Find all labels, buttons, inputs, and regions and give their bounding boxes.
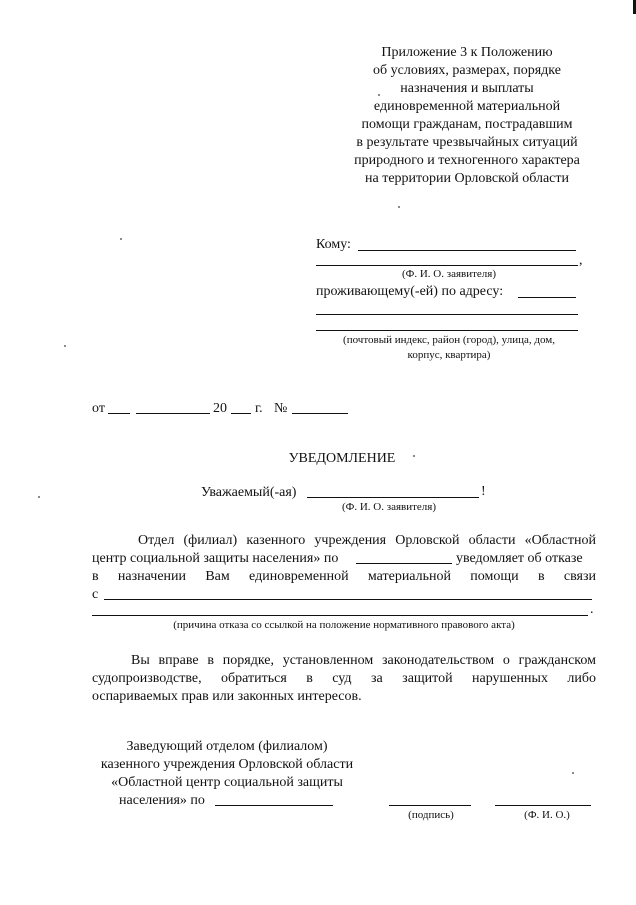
header-line-8: на территории Орловской области bbox=[365, 171, 569, 186]
greeting-fio-blank[interactable] bbox=[307, 497, 479, 498]
scan-speck bbox=[120, 238, 122, 240]
header-line-7: природного и техногенного характера bbox=[354, 153, 580, 168]
body1-line-4-start: с bbox=[92, 587, 99, 602]
date-year-suffix: г. bbox=[255, 401, 263, 416]
greeting-caption: (Ф. И. О. заявителя) bbox=[341, 501, 437, 513]
to-fio-blank-2[interactable] bbox=[316, 265, 578, 266]
body2-line-3: оспариваемых прав или законных интересов. bbox=[92, 689, 362, 704]
number-blank[interactable] bbox=[292, 413, 348, 414]
scan-speck bbox=[572, 772, 574, 774]
scan-speck bbox=[378, 94, 380, 96]
greeting-exclamation: ! bbox=[481, 484, 486, 499]
signature-line-1: Заведующий отделом (филиалом) bbox=[126, 739, 328, 754]
signature-branch-blank[interactable] bbox=[215, 805, 333, 806]
signature-fio-caption: (Ф. И. О.) bbox=[524, 809, 570, 821]
greeting-label: Уважаемый(-ая) bbox=[201, 485, 297, 500]
body1-line-2-start: центр социальной защиты населения» по bbox=[92, 551, 339, 566]
signature-line-2: казенного учреждения Орловской области bbox=[100, 757, 354, 772]
scan-speck bbox=[38, 496, 40, 498]
body2-line-1: Вы вправе в порядке, установленном законодательством о гражданском bbox=[131, 653, 596, 668]
body1-branch-blank[interactable] bbox=[356, 563, 452, 564]
address-caption-1: (почтовый индекс, район (город), улица, дом, bbox=[343, 334, 555, 346]
document-title: УВЕДОМЛЕНИЕ bbox=[288, 451, 396, 466]
address-blank-2[interactable] bbox=[316, 314, 578, 315]
to-label: Кому: bbox=[316, 237, 351, 252]
header-line-2: об условиях, размерах, порядке bbox=[373, 63, 561, 78]
date-from: от bbox=[92, 401, 105, 416]
fio-caption: (Ф. И. О. заявителя) bbox=[401, 268, 497, 280]
scan-speck bbox=[64, 345, 66, 347]
address-blank-3[interactable] bbox=[316, 330, 578, 331]
body1-line-1: Отдел (филиал) казенного учреждения Орловской области «Областной bbox=[138, 533, 596, 548]
date-day-blank[interactable] bbox=[108, 413, 130, 414]
header-line-4: единовременной материальной bbox=[373, 99, 561, 114]
body1-caption: (причина отказа со ссылкой на положение нормативного правового акта) bbox=[173, 619, 515, 631]
to-comma: , bbox=[579, 253, 583, 268]
date-month-blank[interactable] bbox=[136, 413, 210, 414]
header-line-1: Приложение 3 к Положению bbox=[381, 45, 553, 60]
to-fio-blank-1[interactable] bbox=[358, 250, 576, 251]
signature-line-4: населения» по bbox=[119, 793, 205, 808]
body1-end-dot: . bbox=[590, 602, 594, 617]
body1-line-3: в назначении Вам единовременной материальной помощи в связи bbox=[92, 569, 596, 584]
signature-sign-caption: (подпись) bbox=[408, 809, 454, 821]
body1-reason-blank-1[interactable] bbox=[104, 599, 592, 600]
scan-speck bbox=[413, 455, 415, 457]
number-sign: № bbox=[274, 401, 288, 416]
signature-sign-blank[interactable] bbox=[389, 805, 471, 806]
header-line-5: помощи гражданам, пострадавшим bbox=[361, 117, 573, 132]
header-line-3: назначения и выплаты bbox=[400, 81, 534, 96]
date-year-prefix: 20 bbox=[213, 401, 227, 416]
address-label: проживающему(-ей) по адресу: bbox=[316, 284, 504, 299]
header-line-6: в результате чрезвычайных ситуаций bbox=[356, 135, 578, 150]
date-year-blank[interactable] bbox=[231, 413, 251, 414]
address-caption-2: корпус, квартира) bbox=[407, 349, 491, 361]
body2-line-2: судопроизводстве, обратиться в суд за защитой нарушенных либо bbox=[92, 671, 596, 686]
body1-reason-blank-2[interactable] bbox=[92, 615, 588, 616]
signature-line-3: «Областной центр социальной защиты bbox=[111, 775, 343, 790]
scan-speck bbox=[398, 206, 400, 208]
address-blank-1[interactable] bbox=[518, 297, 576, 298]
signature-fio-blank[interactable] bbox=[495, 805, 591, 806]
body1-line-2-end: уведомляет об отказе bbox=[456, 551, 583, 566]
